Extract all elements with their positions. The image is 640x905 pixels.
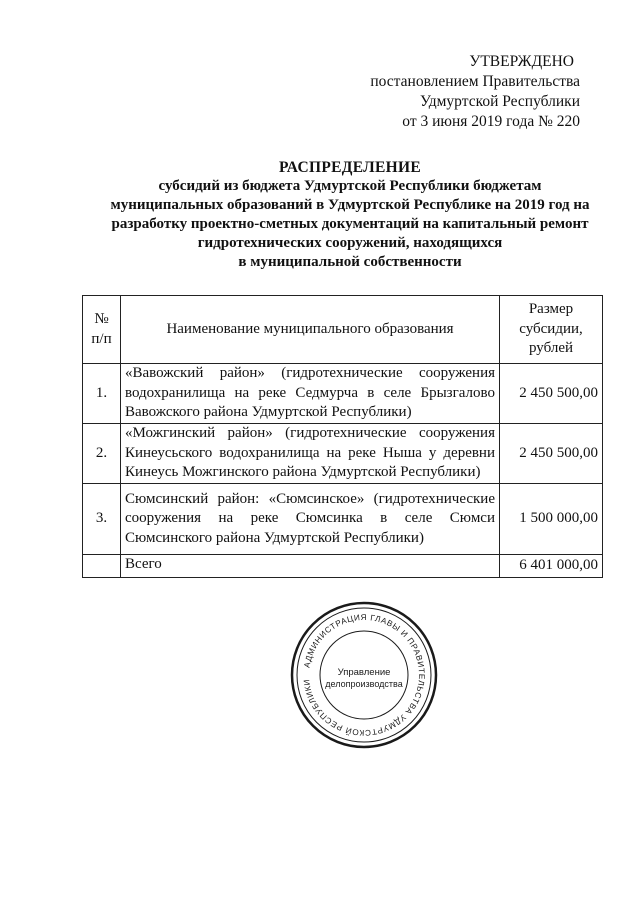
seal-center-line-2: делопроизводства xyxy=(325,679,403,689)
row-amount: 1 500 000,00 xyxy=(500,484,603,555)
approval-block xyxy=(370,52,580,132)
approval-line-2: Удмуртской Республики xyxy=(419,93,580,110)
table-row xyxy=(83,424,603,484)
title-line-5: в муниципальной собственности xyxy=(238,254,462,270)
header-amount-line-1: Размер xyxy=(528,301,574,318)
header-amount-line-2: субсидии, xyxy=(519,320,583,337)
header-number xyxy=(83,296,121,364)
title-line-3: разработку проектно-сметных документаций на капитальный ремонт xyxy=(111,216,589,232)
seal-center-line-1: Управление xyxy=(337,667,391,678)
header-number-line-1: № xyxy=(94,311,109,327)
total-amount: 6 401 000,00 xyxy=(500,555,603,578)
row-name: «Вавожский район» (гидротехнические сооружения водохранилища на реке Седмурча в селе Брызгалово Вавожского района Удмуртской Республики) xyxy=(121,364,500,424)
row-amount: 2 450 500,00 xyxy=(500,424,603,484)
table-row xyxy=(83,484,603,555)
header-amount xyxy=(500,296,603,364)
title-line-4: гидротехнических сооружений, находящихся xyxy=(197,235,503,251)
approval-word: УТВЕРЖДЕНО xyxy=(469,53,574,70)
table-total-row xyxy=(83,555,603,578)
approval-line-1: постановлением Правительства xyxy=(370,73,580,90)
row-amount: 2 450 500,00 xyxy=(500,364,603,424)
header-number-line-2: п/п xyxy=(91,330,112,347)
row-name: Сюмсинский район: «Сюмсинское» (гидротехнические сооружения на реке Сюмсинка в селе Сюмси Сюмсинского района Удмуртской Республики) xyxy=(121,484,500,555)
title-line-1: субсидий из бюджета Удмуртской Республики бюджетам xyxy=(158,178,542,194)
table-header-row xyxy=(83,296,603,364)
distribution-table xyxy=(82,295,603,578)
approval-line-3: от 3 июня 2019 года № 220 xyxy=(402,113,580,130)
document-title xyxy=(80,158,620,272)
official-seal xyxy=(289,600,439,750)
total-label: Всего xyxy=(121,555,500,578)
row-name: «Можгинский район» (гидротехнические сооружения Кинеусьского водохранилища на реке Ныша у деревни Кинеусь Можгинского района Удмуртской Республики) xyxy=(121,424,500,484)
row-number: 3. xyxy=(83,484,121,555)
total-number-cell xyxy=(83,555,121,578)
title-line-2: муниципальных образований в Удмуртской Республике на 2019 год на xyxy=(110,197,590,213)
header-name: Наименование муниципального образования xyxy=(121,296,500,364)
seal-ring-text: АДМИНИСТРАЦИЯ ГЛАВЫ И ПРАВИТЕЛЬСТВА УДМУРТСКОЙ РЕСПУБЛИКИ xyxy=(302,612,427,738)
title-heading: РАСПРЕДЕЛЕНИЕ xyxy=(279,159,421,176)
row-number: 2. xyxy=(83,424,121,484)
table-row xyxy=(83,364,603,424)
row-number: 1. xyxy=(83,364,121,424)
header-amount-line-3: рублей xyxy=(528,340,574,357)
